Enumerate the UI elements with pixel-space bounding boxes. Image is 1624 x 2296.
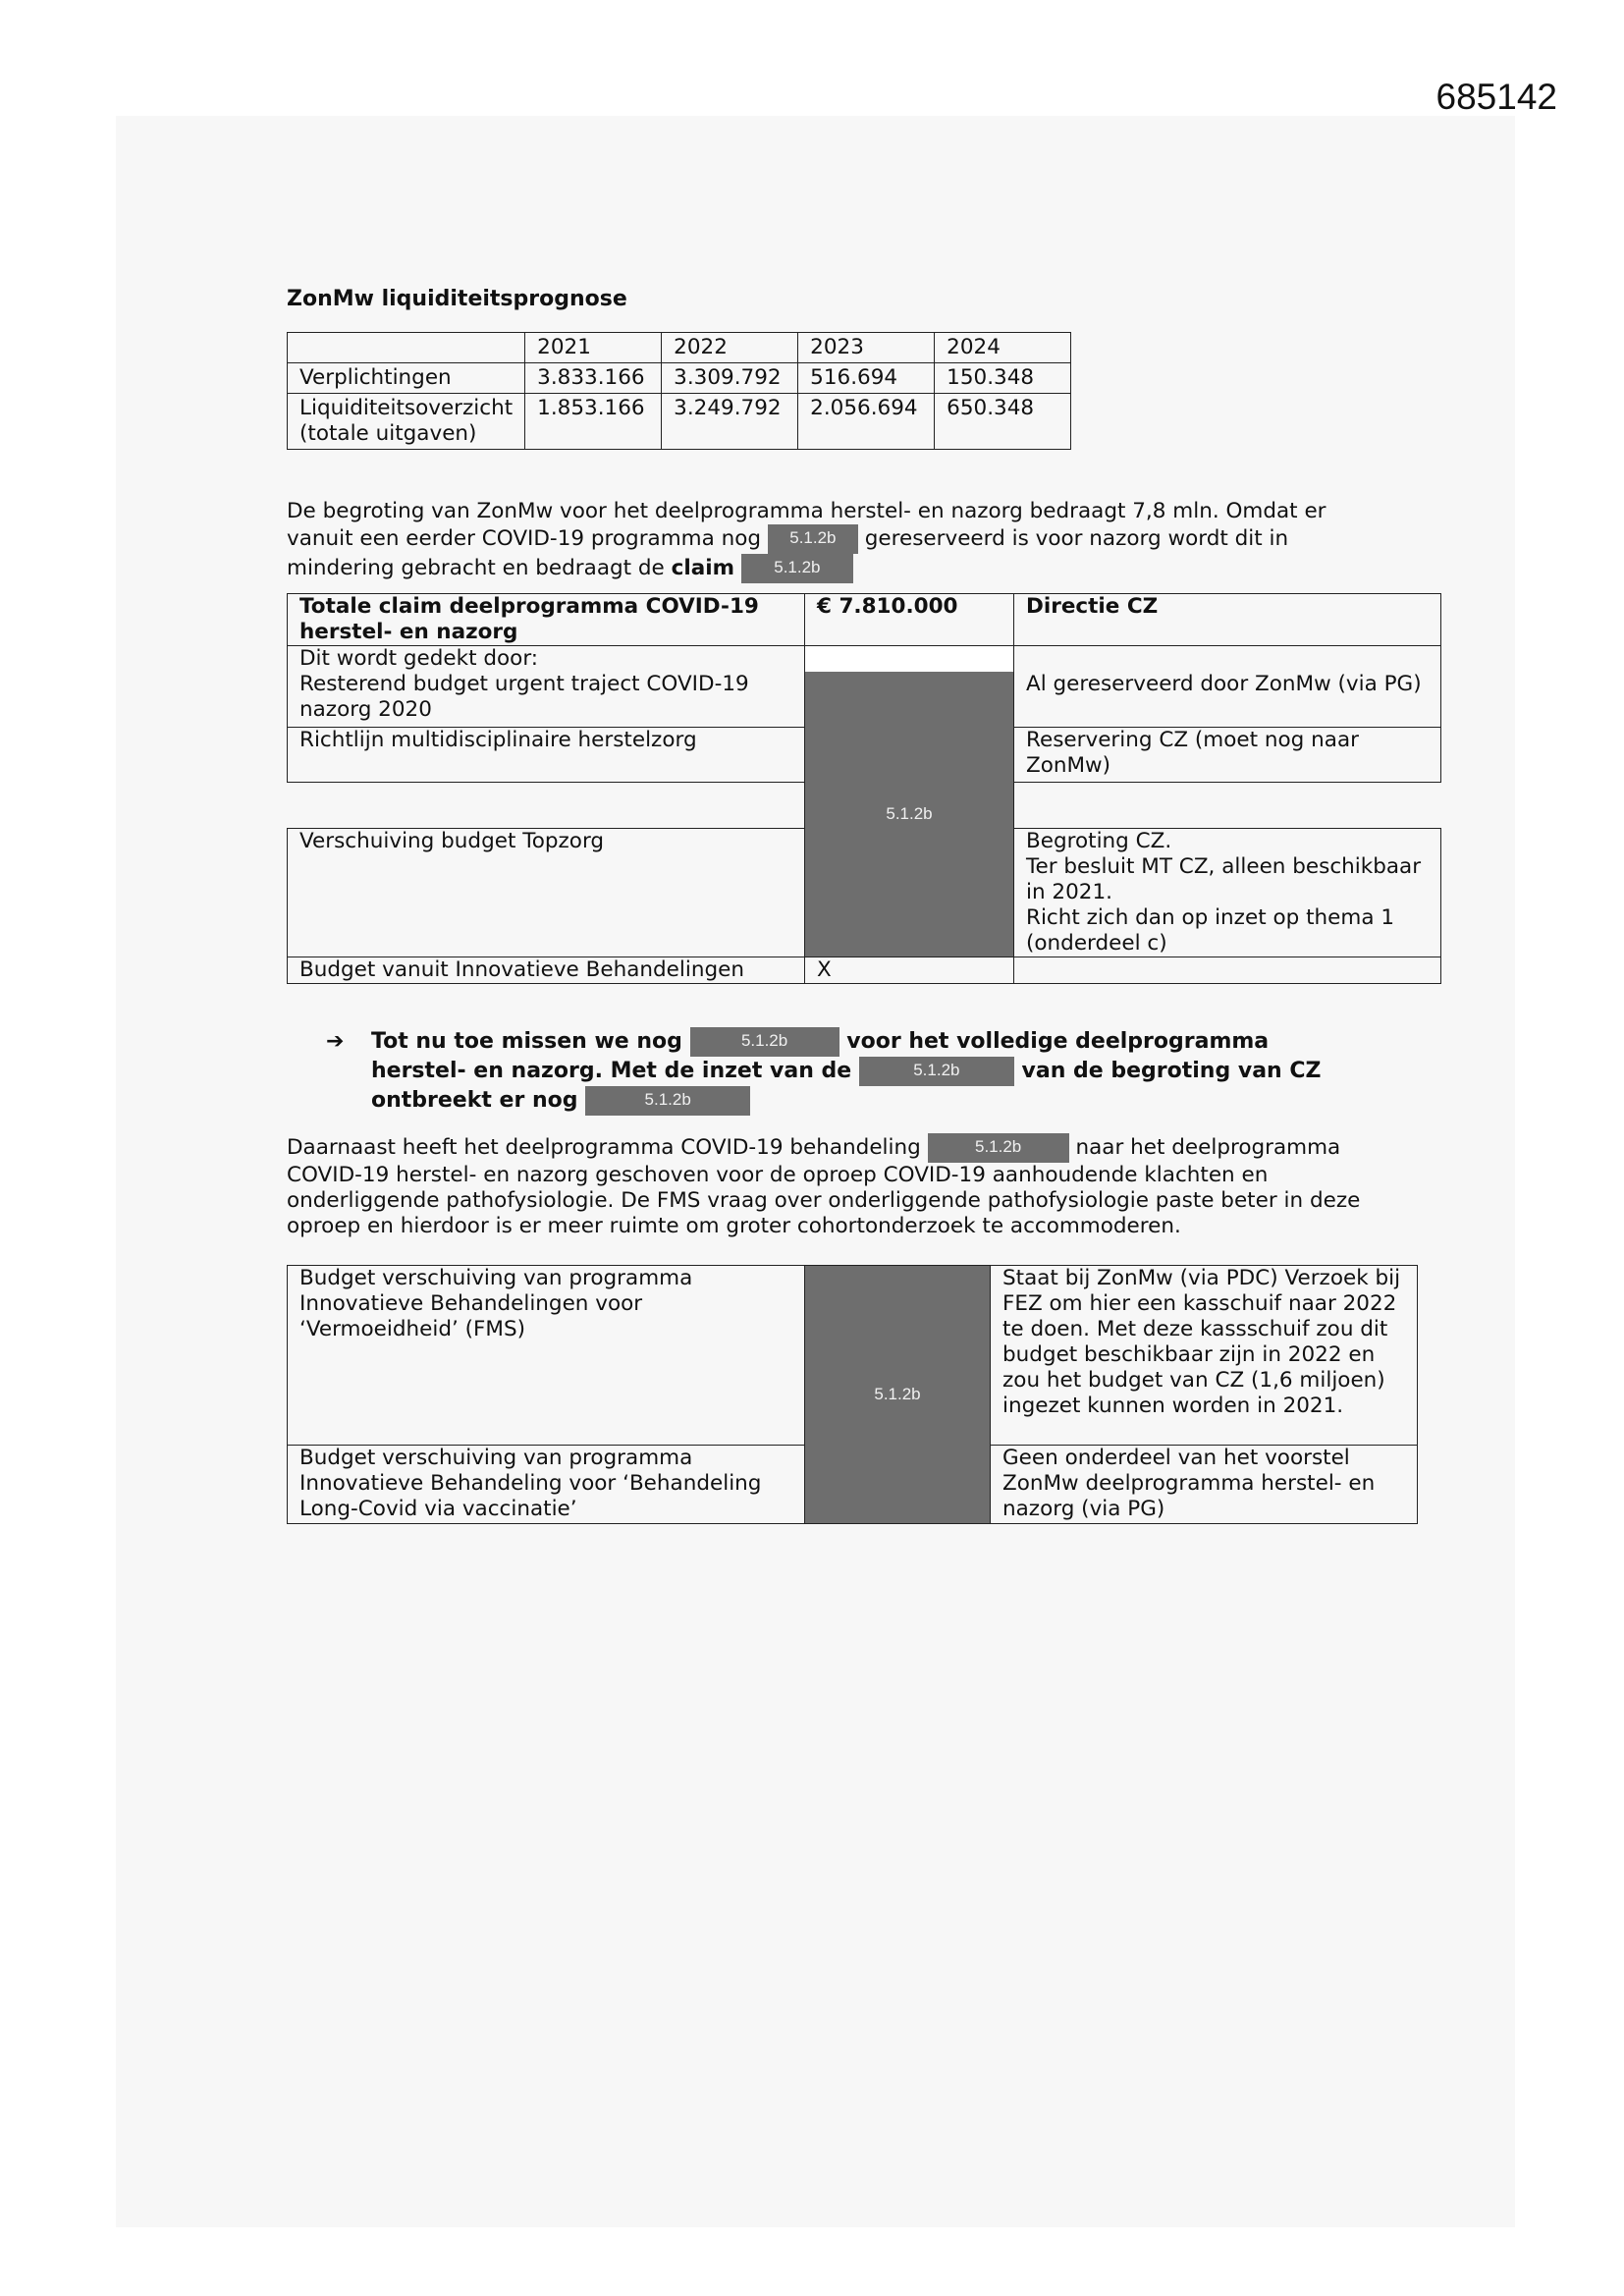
table-cell — [288, 333, 525, 363]
table-row — [288, 1266, 1418, 1446]
paragraph-text: De begroting van ZonMw voor het deelprogramma herstel- en nazorg bedraagt 7,8 mln. Omdat er vanuit een eerder COVID-19 programma nog — [287, 499, 1326, 551]
table-row — [288, 646, 1441, 728]
covered-intro: Dit wordt gedekt door: — [299, 646, 539, 671]
row-label: Verschuiving budget Topzorg — [288, 829, 805, 957]
table-cell — [288, 646, 805, 728]
paragraph-text: naar het deelprogramma COVID-19 herstel- en nazorg geschoven voor de oproep COVID-19 aanhoudende klachten en onderliggende pathofysiologie. De FMS vraag over onderliggende pathofysiologie paste beter in deze oproep en hierdoor is er meer ruimte om groter cohortonderzoek te accommoderen. — [287, 1135, 1361, 1238]
row-note: Al gereserveerd door ZonMw (via PG) — [1014, 646, 1441, 728]
claim-amount: € 7.810.000 — [805, 594, 1014, 646]
redacted-cell — [805, 1266, 991, 1524]
table-header-row — [288, 333, 1071, 363]
redacted-cell — [805, 646, 1014, 957]
year-header: 2022 — [662, 333, 798, 363]
document-body — [287, 287, 1422, 1524]
table-cell — [288, 783, 805, 829]
paragraph-text: voor het volledige deelprogramma herstel- en nazorg. Met de inzet van de — [371, 1029, 1270, 1083]
row-label: Liquiditeitsoverzicht (totale uitgaven) — [288, 394, 525, 450]
row-label: Budget verschuiving van programma Innovatieve Behandeling voor ‘Behandeling Long-Covid via vaccinatie’ — [288, 1446, 805, 1524]
redaction-box: 5.1.2b — [805, 672, 1013, 957]
row-note: Begroting CZ. Ter besluit MT CZ, alleen beschikbaar in 2021. Richt zich dan op inzet op thema 1 (onderdeel c) — [1014, 829, 1441, 957]
table-row — [288, 394, 1071, 450]
claim-owner: Directie CZ — [1014, 594, 1441, 646]
shift-table — [287, 1265, 1418, 1524]
year-header: 2021 — [525, 333, 662, 363]
table-cell: 3.309.792 — [662, 363, 798, 394]
row-label: Verplichtingen — [288, 363, 525, 394]
table-cell: 516.694 — [798, 363, 935, 394]
year-header: 2024 — [935, 333, 1071, 363]
table-cell: 2.056.694 — [798, 394, 935, 450]
liquidity-table — [287, 332, 1071, 450]
paragraph-shift — [287, 1133, 1367, 1239]
row-note: Staat bij ZonMw (via PDC) Verzoek bij FEZ om hier een kasschuif naar 2022 te doen. Met deze kassschuif zou dit budget beschikbaar zijn in 2022 en zou het budget van CZ (1,6 miljoen) ingezet kunnen worden in 2021. — [991, 1266, 1418, 1446]
table-cell: 650.348 — [935, 394, 1071, 450]
row-label: Resterend budget urgent traject COVID-19 nazorg 2020 — [299, 672, 749, 722]
paragraph-text: Tot nu toe missen we nog — [371, 1029, 682, 1054]
table-cell: 3.833.166 — [525, 363, 662, 394]
year-header: 2023 — [798, 333, 935, 363]
redaction-box: 5.1.2b — [585, 1086, 750, 1116]
arrow-icon: ➔ — [326, 1029, 345, 1054]
document-number: 685142 — [1435, 77, 1557, 117]
row-value: X — [805, 957, 1014, 984]
paragraph-text: van de begroting van CZ ontbreekt er nog — [371, 1059, 1322, 1113]
row-note — [1014, 957, 1441, 984]
claim-word: claim — [671, 556, 735, 580]
redaction-box: 5.1.2b — [928, 1133, 1069, 1163]
table-row — [288, 957, 1441, 984]
table-cell: 3.249.792 — [662, 394, 798, 450]
redaction-box: 5.1.2b — [805, 1266, 990, 1523]
row-note: Reservering CZ (moet nog naar ZonMw) — [1014, 728, 1441, 783]
table-cell: 1.853.166 — [525, 394, 662, 450]
redaction-box: 5.1.2b — [690, 1027, 839, 1057]
row-label: Richtlijn multidisciplinaire herstelzorg — [288, 728, 805, 783]
table-cell: 150.348 — [935, 363, 1071, 394]
shortfall-statement — [287, 1027, 1367, 1116]
row-label: Budget vanuit Innovatieve Behandelingen — [288, 957, 805, 984]
table-header-row — [288, 594, 1441, 646]
paragraph-text: Daarnaast heeft het deelprogramma COVID-19 behandeling — [287, 1135, 921, 1160]
paragraph-text: gereserveerd is voor nazorg wordt dit in mindering gebracht en bedraagt de — [287, 526, 1289, 580]
table-cell — [1014, 783, 1441, 829]
row-note: Geen onderdeel van het voorstel ZonMw deelprogramma herstel- en nazorg (via PG) — [991, 1446, 1418, 1524]
claim-label: Totale claim deelprogramma COVID-19 herstel- en nazorg — [288, 594, 805, 646]
section-title: ZonMw liquiditeitsprognose — [287, 287, 627, 311]
redaction-box: 5.1.2b — [859, 1057, 1014, 1086]
redaction-box: 5.1.2b — [741, 554, 853, 583]
table-row — [288, 363, 1071, 394]
paragraph-budget — [287, 499, 1367, 583]
redaction-box: 5.1.2b — [768, 524, 858, 554]
row-label: Budget verschuiving van programma Innovatieve Behandelingen voor ‘Vermoeidheid’ (FMS) — [288, 1266, 805, 1446]
claim-table — [287, 593, 1441, 984]
